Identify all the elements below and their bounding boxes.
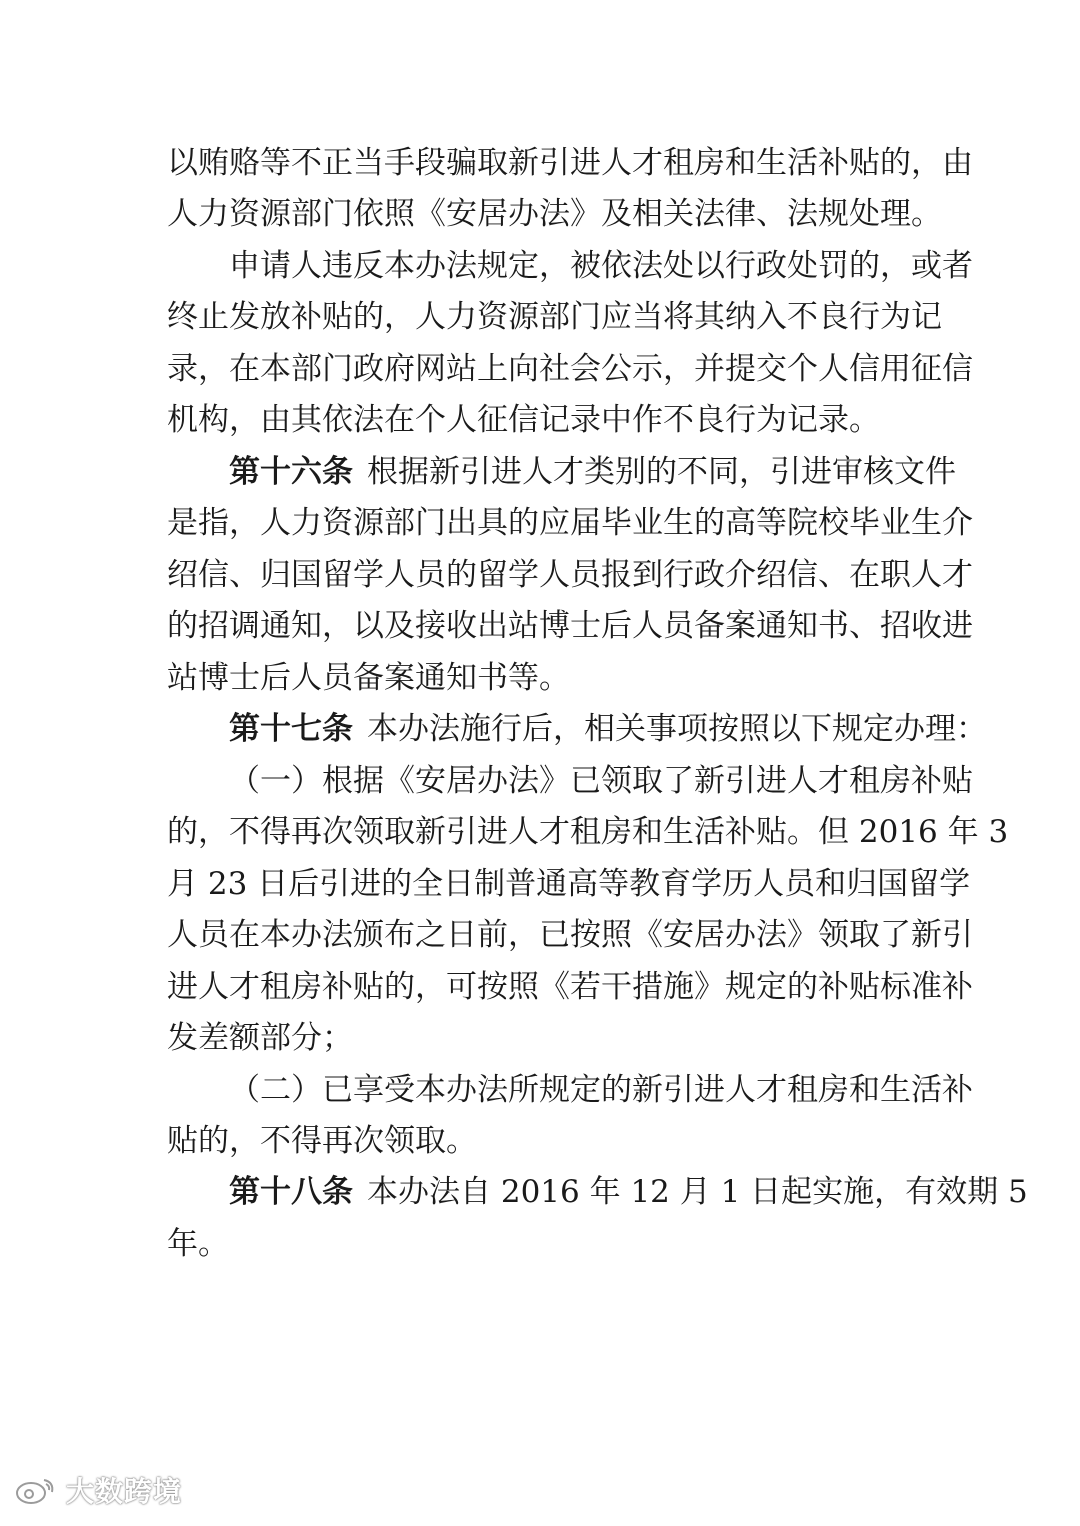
paragraph-line: 录，在本部门政府网站上向社会公示，并提交个人信用征信 — [167, 351, 973, 387]
paragraph-line: 申请人违反本办法规定，被依法处以行政处罚的，或者 — [229, 248, 973, 284]
article-first-line — [229, 709, 987, 749]
paragraph-line: 的，不得再次领取新引进人才租房和生活补贴。但 2016 年 3 — [167, 814, 1009, 850]
paragraph-line: 是指，人力资源部门出具的应届毕业生的高等院校毕业生介 — [167, 505, 973, 541]
paragraph-line: 绍信、归国留学人员的留学人员报到行政介绍信、在职人才 — [167, 557, 973, 593]
article-heading: 第十六条 — [229, 454, 353, 490]
paragraph-line: 以贿赂等不正当手段骗取新引进人才租房和生活补贴的，由 — [167, 145, 973, 181]
paragraph-line: （一）根据《安居办法》已领取了新引进人才租房补贴 — [229, 763, 973, 799]
article-heading: 第十七条 — [229, 711, 353, 747]
paragraph-line: 年。 — [167, 1226, 229, 1262]
paragraph-line: 机构，由其依法在个人征信记录中作不良行为记录。 — [167, 402, 880, 438]
paragraph-line: 月 23 日后引进的全日制普通高等教育学历人员和归国留学 — [167, 866, 971, 902]
watermark — [14, 1470, 182, 1510]
paragraph-line: 贴的，不得再次领取。 — [167, 1123, 477, 1159]
article-first-line — [229, 452, 956, 492]
paragraph-line: 人力资源部门依照《安居办法》及相关法律、法规处理。 — [167, 196, 942, 232]
paragraph-text: 本办法自 2016 年 12 月 1 日起实施，有效期 5 — [367, 1174, 1028, 1210]
paragraph-line: 进人才租房补贴的，可按照《若干措施》规定的补贴标准补 — [167, 969, 973, 1005]
paragraph-text: 根据新引进人才类别的不同，引进审核文件 — [367, 454, 956, 490]
article-first-line — [229, 1172, 1028, 1212]
paragraph-text: 本办法施行后，相关事项按照以下规定办理： — [367, 711, 987, 747]
paragraph-line: （二）已享受本办法所规定的新引进人才租房和生活补 — [229, 1072, 973, 1108]
paragraph-line: 发差额部分； — [167, 1020, 353, 1056]
paragraph-line: 的招调通知，以及接收出站博士后人员备案通知书、招收进 — [167, 608, 973, 644]
paragraph-line: 终止发放补贴的，人力资源部门应当将其纳入不良行为记 — [167, 299, 942, 335]
paragraph-line: 人员在本办法颁布之日前，已按照《安居办法》领取了新引 — [167, 917, 973, 953]
watermark-text: 大数跨境 — [66, 1475, 183, 1508]
paragraph-line: 站博士后人员备案通知书等。 — [167, 660, 570, 696]
weibo-logo-icon — [14, 1474, 60, 1506]
article-heading: 第十八条 — [229, 1174, 353, 1210]
